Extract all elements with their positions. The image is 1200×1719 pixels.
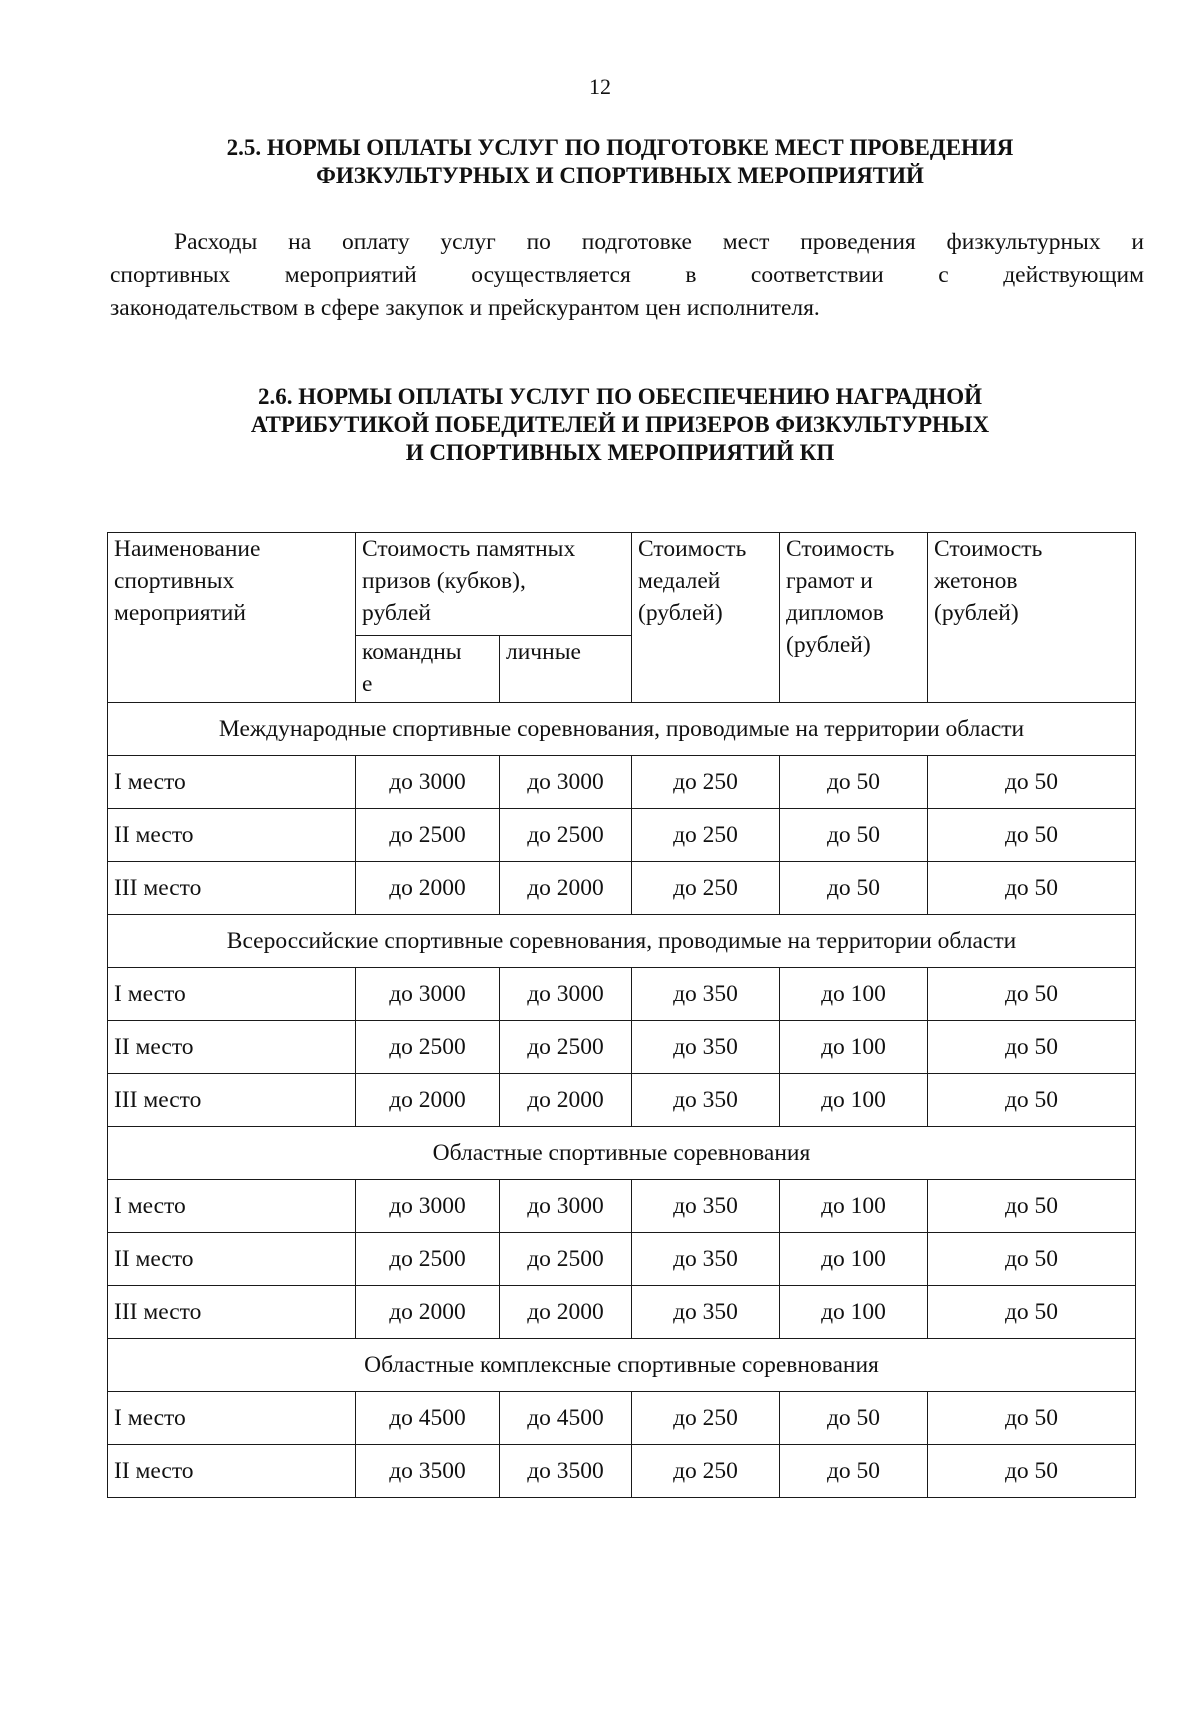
medals-cell: до 250 bbox=[632, 1392, 780, 1445]
tokens-cell: до 50 bbox=[928, 1392, 1136, 1445]
table-row bbox=[108, 1074, 1136, 1127]
paragraph-line: законодательством в сфере закупок и прейскурантом цен исполнителя. bbox=[110, 295, 820, 321]
personal-cell: до 2500 bbox=[500, 809, 632, 862]
medals-cell: до 250 bbox=[632, 862, 780, 915]
place-cell: I место bbox=[108, 1392, 356, 1445]
certificates-cell: до 50 bbox=[780, 1392, 928, 1445]
header-line: медалей bbox=[638, 568, 721, 594]
paragraph-line: Расходы на оплату услуг по подготовке мест проведения физкультурных и bbox=[174, 229, 1144, 255]
team-cell: до 2500 bbox=[356, 1021, 500, 1074]
table-row bbox=[108, 1021, 1136, 1074]
table-row bbox=[108, 1445, 1136, 1498]
header-line: Стоимость bbox=[638, 536, 747, 562]
header-personal: личные bbox=[500, 636, 632, 703]
page-number: 12 bbox=[589, 74, 611, 99]
medals-cell: до 350 bbox=[632, 1021, 780, 1074]
personal-cell: до 2000 bbox=[500, 1074, 632, 1127]
certificates-cell: до 100 bbox=[780, 1286, 928, 1339]
header-team bbox=[356, 636, 500, 703]
place-cell: I место bbox=[108, 968, 356, 1021]
team-cell: до 4500 bbox=[356, 1392, 500, 1445]
header-line: призов (кубков), bbox=[362, 568, 526, 594]
personal-cell: до 3000 bbox=[500, 968, 632, 1021]
team-cell: до 2000 bbox=[356, 1074, 500, 1127]
certificates-cell: до 50 bbox=[780, 862, 928, 915]
team-cell: до 3000 bbox=[356, 756, 500, 809]
header-line: спортивных bbox=[114, 568, 235, 594]
certificates-cell: до 100 bbox=[780, 1074, 928, 1127]
table-row bbox=[108, 756, 1136, 809]
personal-cell: до 3000 bbox=[500, 1180, 632, 1233]
header-line: дипломов bbox=[786, 600, 884, 626]
section-title: Международные спортивные соревнования, проводимые на территории области bbox=[108, 703, 1136, 756]
table-row bbox=[108, 968, 1136, 1021]
team-cell: до 2000 bbox=[356, 862, 500, 915]
tokens-cell: до 50 bbox=[928, 809, 1136, 862]
team-cell: до 2000 bbox=[356, 1286, 500, 1339]
tokens-cell: до 50 bbox=[928, 756, 1136, 809]
header-line: жетонов bbox=[934, 568, 1018, 594]
header-event-name bbox=[108, 533, 356, 703]
header-line: мероприятий bbox=[114, 600, 246, 626]
header-line: е bbox=[362, 671, 373, 697]
place-cell: II место bbox=[108, 1445, 356, 1498]
header-line: (рублей) bbox=[786, 632, 871, 658]
award-costs-table bbox=[107, 532, 1136, 1498]
header-line: Стоимость памятных bbox=[362, 536, 576, 562]
place-cell: III место bbox=[108, 1286, 356, 1339]
tokens-cell: до 50 bbox=[928, 1180, 1136, 1233]
certificates-cell: до 50 bbox=[780, 756, 928, 809]
place-cell: II место bbox=[108, 809, 356, 862]
section-row bbox=[108, 703, 1136, 756]
header-prizes bbox=[356, 533, 632, 636]
header-tokens bbox=[928, 533, 1136, 703]
team-cell: до 2500 bbox=[356, 1233, 500, 1286]
tokens-cell: до 50 bbox=[928, 1074, 1136, 1127]
certificates-cell: до 50 bbox=[780, 1445, 928, 1498]
medals-cell: до 350 bbox=[632, 1286, 780, 1339]
table-row bbox=[108, 1286, 1136, 1339]
section-row bbox=[108, 1339, 1136, 1392]
team-cell: до 2500 bbox=[356, 809, 500, 862]
certificates-cell: до 100 bbox=[780, 968, 928, 1021]
personal-cell: до 2000 bbox=[500, 1286, 632, 1339]
table-row bbox=[108, 1392, 1136, 1445]
personal-cell: до 2000 bbox=[500, 862, 632, 915]
medals-cell: до 350 bbox=[632, 1233, 780, 1286]
tokens-cell: до 50 bbox=[928, 1286, 1136, 1339]
header-line: (рублей) bbox=[934, 600, 1019, 626]
section-title: Всероссийские спортивные соревнования, проводимые на территории области bbox=[108, 915, 1136, 968]
tokens-cell: до 50 bbox=[928, 862, 1136, 915]
certificates-cell: до 100 bbox=[780, 1233, 928, 1286]
header-medals bbox=[632, 533, 780, 703]
title-line: ФИЗКУЛЬТУРНЫХ И СПОРТИВНЫХ МЕРОПРИЯТИЙ bbox=[316, 163, 924, 188]
team-cell: до 3500 bbox=[356, 1445, 500, 1498]
place-cell: III место bbox=[108, 862, 356, 915]
section-row bbox=[108, 915, 1136, 968]
personal-cell: до 4500 bbox=[500, 1392, 632, 1445]
section-row bbox=[108, 1127, 1136, 1180]
header-line: Стоимость bbox=[786, 536, 895, 562]
header-line: Наименование bbox=[114, 536, 261, 562]
tokens-cell: до 50 bbox=[928, 1021, 1136, 1074]
table-body bbox=[108, 703, 1136, 1498]
table-row bbox=[108, 862, 1136, 915]
certificates-cell: до 100 bbox=[780, 1180, 928, 1233]
place-cell: II место bbox=[108, 1233, 356, 1286]
section-2-6-title bbox=[110, 383, 1130, 467]
header-line: командны bbox=[362, 639, 462, 665]
table-header-row bbox=[108, 533, 1136, 636]
personal-cell: до 3500 bbox=[500, 1445, 632, 1498]
medals-cell: до 250 bbox=[632, 1445, 780, 1498]
personal-cell: до 2500 bbox=[500, 1233, 632, 1286]
header-certificates bbox=[780, 533, 928, 703]
certificates-cell: до 100 bbox=[780, 1021, 928, 1074]
place-cell: I место bbox=[108, 1180, 356, 1233]
place-cell: III место bbox=[108, 1074, 356, 1127]
medals-cell: до 250 bbox=[632, 809, 780, 862]
title-line: И СПОРТИВНЫХ МЕРОПРИЯТИЙ КП bbox=[405, 440, 835, 465]
tokens-cell: до 50 bbox=[928, 1233, 1136, 1286]
team-cell: до 3000 bbox=[356, 968, 500, 1021]
table-row bbox=[108, 1233, 1136, 1286]
section-2-5-paragraph bbox=[110, 226, 1144, 325]
team-cell: до 3000 bbox=[356, 1180, 500, 1233]
table-row bbox=[108, 1180, 1136, 1233]
medals-cell: до 350 bbox=[632, 1180, 780, 1233]
table-row bbox=[108, 809, 1136, 862]
header-line: рублей bbox=[362, 600, 431, 626]
personal-cell: до 2500 bbox=[500, 1021, 632, 1074]
personal-cell: до 3000 bbox=[500, 756, 632, 809]
header-line: грамот и bbox=[786, 568, 873, 594]
title-line: АТРИБУТИКОЙ ПОБЕДИТЕЛЕЙ И ПРИЗЕРОВ ФИЗКУЛЬТУРНЫХ bbox=[250, 412, 990, 437]
section-title: Областные комплексные спортивные соревнования bbox=[108, 1339, 1136, 1392]
certificates-cell: до 50 bbox=[780, 809, 928, 862]
medals-cell: до 250 bbox=[632, 756, 780, 809]
section-2-5-title bbox=[110, 134, 1130, 190]
title-line: 2.6. НОРМЫ ОПЛАТЫ УСЛУГ ПО ОБЕСПЕЧЕНИЮ НАГРАДНОЙ bbox=[258, 384, 982, 409]
header-line: Стоимость bbox=[934, 536, 1043, 562]
tokens-cell: до 50 bbox=[928, 968, 1136, 1021]
paragraph-line: спортивных мероприятий осуществляется в соответствии с действующим bbox=[110, 262, 1144, 288]
section-title: Областные спортивные соревнования bbox=[108, 1127, 1136, 1180]
medals-cell: до 350 bbox=[632, 1074, 780, 1127]
place-cell: II место bbox=[108, 1021, 356, 1074]
medals-cell: до 350 bbox=[632, 968, 780, 1021]
title-line: 2.5. НОРМЫ ОПЛАТЫ УСЛУГ ПО ПОДГОТОВКЕ МЕСТ ПРОВЕДЕНИЯ bbox=[226, 135, 1014, 160]
place-cell: I место bbox=[108, 756, 356, 809]
header-line: (рублей) bbox=[638, 600, 723, 626]
tokens-cell: до 50 bbox=[928, 1445, 1136, 1498]
